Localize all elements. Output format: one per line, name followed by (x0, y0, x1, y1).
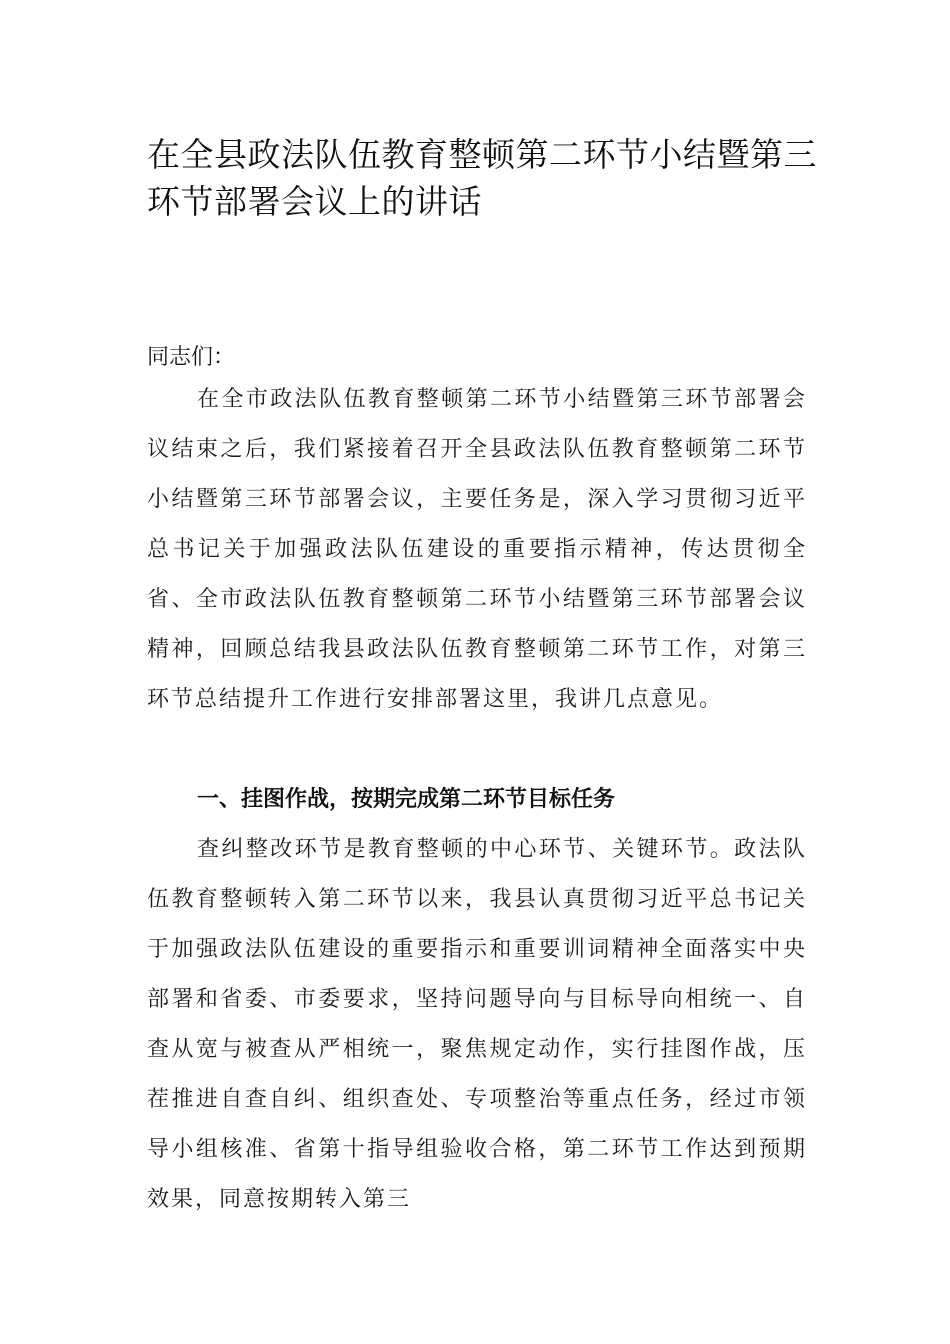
salutation: 同志们： (147, 345, 236, 370)
document-title: 在全县政法队伍教育整顿第二环节小结暨第三环节部署会议上的讲话 (147, 135, 817, 221)
section-heading-1: 一、挂图作战，按期完成第二环节目标任务 (197, 787, 616, 812)
paragraph-intro: 在全市政法队伍教育整顿第二环节小结暨第三环节部署会议结束之后，我们紧接着召开全县政法队伍教育整顿第二环节小结暨第三环节部署会议，主要任务是，深入学习贯彻习近平总书记关于加强政法队伍建设的重要指示精神，传达贯彻全省、全市政法队伍教育整顿第二环节小结暨第三环节部署会议精神，回顾总结我县政法队伍教育整顿第二环节工作，对第三环节总结提升工作进行安排部署这里，我讲几点意见。 (147, 387, 807, 712)
paragraph-section-1: 查纠整改环节是教育整顿的中心环节、关键环节。政法队伍教育整顿转入第二环节以来，我县认真贯彻习近平总书记关于加强政法队伍建设的重要指示和重要训词精神全面落实中央部署和省委、市委要求，坚持问题导向与目标导向相统一、自查从宽与被查从严相统一，聚焦规定动作，实行挂图作战，压茬推进自查自纠、组织查处、专项整治等重点任务，经过市领导小组核准、省第十指导组验收合格，第二环节工作达到预期效果，同意按期转入第三 (147, 837, 807, 1212)
